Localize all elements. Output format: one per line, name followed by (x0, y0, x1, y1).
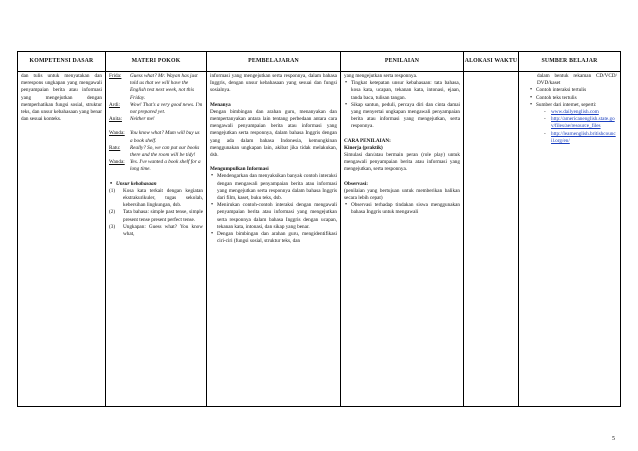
item-number: (2) (109, 209, 116, 216)
sumber-links (543, 109, 617, 145)
table-row (18, 72, 621, 407)
dialogue-speaker: Ratu: (109, 144, 121, 151)
dialogue-speaker: Wanda: (109, 130, 125, 137)
penilaian-intro: yang mengejutkan serta responnya. (344, 73, 418, 79)
dialogue-speaker: Frida: (109, 73, 122, 79)
header-alokasi: ALOKASI WAKTU (464, 52, 519, 72)
dialogue-utterance: Guess what? Mr. Wayan has just told us that we will have the English test next week, not this Friday. (130, 73, 198, 101)
unsur-title: • Unsur kebahasaan (109, 181, 203, 188)
pembelajaran-cell (207, 72, 341, 407)
dialogue-utterance: Really? So, we can put our books there and the room will be tidy! (130, 144, 200, 159)
list-item: • Tingkat ketepatan unsur kebahasaan: tata bahasa, kosa kata, ucapan, tekanan kata, intonasi, ejaan, tanda baca, tulisan tangan. (344, 80, 460, 102)
item-text: Ungkapan: Guess what? You know what, (123, 223, 203, 238)
dialogue-line (109, 116, 203, 123)
menanya-text: Dengan bimbingan dan arahan guru, menanyakan dan mempertanyakan antara lain tentang perbedaan antara cara mengawali penyampaian berita atau informasi yang mengejutkan serta responnya, dalam bahasa Inggris dengan yang ada dalam bahasa Indonesia, kemungkinan menggunakan ungkapan lain, akibat jika tidak melakukan, dsb. (210, 108, 337, 159)
menanya-title: Menanya (210, 101, 231, 108)
penilaian-cell (341, 72, 464, 407)
link-dailyenglish[interactable]: www.dailyenglish.com (551, 109, 599, 116)
unsur-items (109, 188, 203, 238)
header-row (18, 52, 621, 72)
list-item: • Sumber dari internet, seperti: (529, 102, 617, 109)
sumber-cell (519, 72, 621, 407)
dialogue-line (109, 159, 203, 173)
dialogue-line (109, 102, 203, 116)
materi-cell (106, 72, 207, 407)
list-item (109, 209, 203, 223)
list-item: • Menirukan contoh-contoh interaksi dengan mengawali penyampaian berita atau informasi yang mengejutkan serta responnya dalam bahasa Inggris dengan ucapan, tekanan kata, intonasi, dan sikap yang benar. (210, 202, 337, 231)
list-item (543, 109, 617, 116)
mengumpulkan-list (210, 173, 337, 245)
dialogue-utterance: You know what? Mum will buy us a book shelf. (130, 130, 200, 144)
pembelajaran-intro: informasi yang mengejutkan serta responnya, dalam bahasa Inggris, dengan unsur kebahasaan yang sesuai dan fungsi sosialnya. (210, 73, 337, 94)
dialogue-line (109, 73, 203, 102)
observasi-list (344, 202, 460, 216)
dialogue-speaker: Anita: (109, 116, 122, 123)
link-learnenglish[interactable]: http://learnenglish.britishcouncil.org/en/ (551, 130, 616, 144)
dialogue-utterance: Neither me! (130, 116, 155, 123)
item-number: (3) (109, 223, 116, 230)
syllabus-table (17, 51, 621, 407)
penilaian-list (344, 80, 460, 130)
kinerja-text: Simulasi dan/atau bermain peran (role play) untuk mengawali penyampaian berita atau informasi yang mengejutkan, serta responnya. (344, 152, 460, 173)
list-item: • Dengan bimbingan dan arahan guru, mengidentifikasi ciri-ciri (fungsi sosial, struktur teks, dan (210, 231, 337, 245)
list-item (543, 116, 617, 130)
observasi-title: Observasi: (344, 180, 368, 187)
sumber-intro: dalam bentuk rekaman CD/VCD/ DVD/kaset (537, 73, 617, 87)
list-item: • Mendengarkan dan menyaksikan banyak contoh interaksi dengan mengawali penyampaian berita atau informasi yang mengejutkan serta responnya dalam bahasa Inggris dari film, kaset, buku teks, dsb. (210, 173, 337, 202)
sumber-list (529, 87, 617, 109)
dialogue-speaker: Wanda: (109, 159, 125, 166)
list-item: • Contoh teks tertulis (529, 95, 617, 102)
unsur-list (109, 181, 203, 188)
header-materi: MATERI POKOK (106, 52, 207, 72)
dialogue-utterance: Wow! That's a very good news. I'm not prepared yet. (130, 101, 203, 116)
observasi-text: (penilaian yang bertujuan untuk memberikan balikan secara lebih cepat) (344, 187, 460, 202)
list-item: • Contoh interaksi tertulis (529, 87, 617, 94)
dialogue-utterance: Yes. I've wanted a book shelf for a long time. (130, 159, 201, 173)
dialogue-speaker: Ardi: (109, 101, 120, 108)
cara-penilaian-title: CARA PENILAIAN: (344, 137, 391, 144)
kompetensi-cell (18, 72, 106, 407)
item-text: Tata bahasa: simple past tense, simple present tense present perfect tense. (123, 209, 203, 223)
item-text: Kosa kata terkait dengan kegiatan ekstrakurikuler, tugas sekolah, kebersihan lingkungan, dsb. (123, 187, 203, 209)
kompetensi-text: dan tulis untuk menyatakan dan merespons ungkapan yang mengawali penyampaian berita atau informasi yang mengejutkan dengan memperhatikan fungsi sosial, struktur teks, dan unsur kebahasaan yang benar dan sesuai konteks. (21, 73, 102, 123)
alokasi-cell (464, 72, 519, 407)
list-item: • Observasi terhadap tindakan siswa menggunakan bahasa Inggris untuk mengawali (344, 202, 460, 216)
list-item (109, 188, 203, 210)
header-sumber: SUMBER BELAJAR (519, 52, 621, 72)
header-penilaian: PENILAIAN (341, 52, 464, 72)
list-item (543, 131, 617, 145)
kinerja-title: Kinerja (praktik) (344, 144, 383, 151)
header-pembelajaran: PEMBELAJARAN (207, 52, 341, 72)
dialogue-line (109, 145, 203, 159)
mengumpulkan-title: Mengumpulkan Informasi (210, 166, 269, 173)
dialogue-line (109, 130, 203, 144)
list-item: • Sikap santun, peduli, percaya diri dan cinta damai yang menyertai ungkapan mengawali penyampaian berita atau informasi yang mengejutkan, serta responnya. (344, 102, 460, 131)
list-item (109, 224, 203, 238)
item-number: (1) (109, 187, 116, 194)
page-number: 5 (612, 436, 615, 442)
link-americanenglish[interactable]: http://americanenglish.state.gov/files/ae/resource_files (551, 116, 615, 130)
header-kompetensi: KOMPETENSI DASAR (18, 52, 106, 72)
